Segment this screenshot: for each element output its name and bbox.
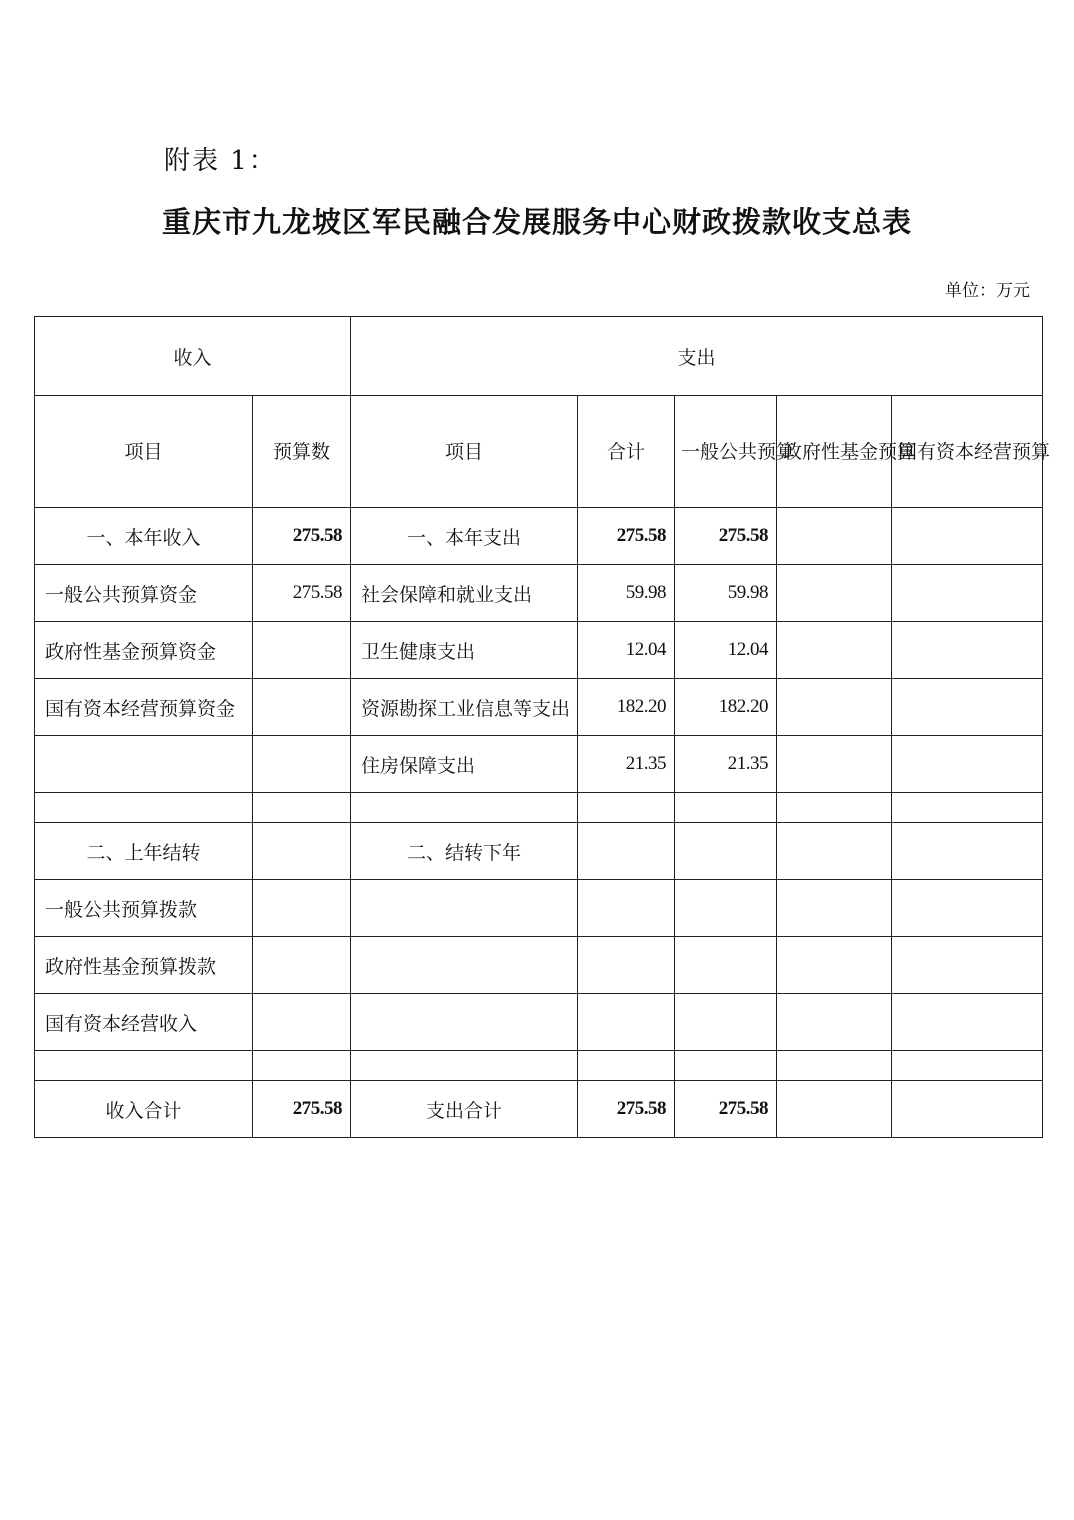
expense-total-cell <box>578 880 675 937</box>
expense-total-cell <box>578 793 675 823</box>
header-row-sub <box>35 396 1043 508</box>
general-budget-cell <box>675 793 777 823</box>
income-item-header: 项目 <box>35 396 253 508</box>
state-capital-cell <box>892 679 1043 736</box>
expense-item-cell <box>351 937 578 994</box>
state-capital-total <box>892 1081 1043 1138</box>
income-amount-cell <box>253 679 351 736</box>
table-row <box>35 679 1043 736</box>
gov-fund-total <box>777 1081 892 1138</box>
state-capital-cell <box>892 823 1043 880</box>
general-budget-cell: 59.98 <box>675 565 777 622</box>
gov-fund-cell <box>777 565 892 622</box>
general-budget-cell <box>675 880 777 937</box>
table-row <box>35 823 1043 880</box>
appendix-label: 附表 1： <box>164 146 277 176</box>
general-budget-cell <box>675 1051 777 1081</box>
general-budget-cell: 275.58 <box>675 508 777 565</box>
income-amount-cell <box>253 736 351 793</box>
expense-item-cell: 卫生健康支出 <box>351 622 578 679</box>
expense-total-cell: 59.98 <box>578 565 675 622</box>
income-amount-cell: 275.58 <box>253 508 351 565</box>
state-capital-cell <box>892 622 1043 679</box>
state-capital-cell <box>892 1051 1043 1081</box>
table-row <box>35 937 1043 994</box>
income-total-amount: 275.58 <box>253 1081 351 1138</box>
state-capital-budget-header: 国有资本经营预算 <box>892 396 1043 508</box>
income-item-cell: 政府性基金预算拨款 <box>35 937 253 994</box>
expense-total-cell: 21.35 <box>578 736 675 793</box>
state-capital-cell <box>892 508 1043 565</box>
gov-fund-cell <box>777 679 892 736</box>
general-budget-cell: 12.04 <box>675 622 777 679</box>
expense-item-header: 项目 <box>351 396 578 508</box>
expense-item-cell: 二、结转下年 <box>351 823 578 880</box>
table-row <box>35 994 1043 1051</box>
general-budget-total: 275.58 <box>675 1081 777 1138</box>
gov-fund-budget-header: 政府性基金预算 <box>777 396 892 508</box>
income-item-cell <box>35 793 253 823</box>
state-capital-cell <box>892 994 1043 1051</box>
income-amount-cell: 275.58 <box>253 565 351 622</box>
income-item-cell: 国有资本经营收入 <box>35 994 253 1051</box>
income-amount-cell <box>253 793 351 823</box>
table-row <box>35 508 1043 565</box>
income-item-cell: 一、本年收入 <box>35 508 253 565</box>
expense-item-cell: 资源勘探工业信息等支出 <box>351 679 578 736</box>
page-title: 重庆市九龙坡区军民融合发展服务中心财政拨款收支总表 <box>161 205 912 239</box>
income-amount-cell <box>253 994 351 1051</box>
expense-total-cell: 182.20 <box>578 679 675 736</box>
income-amount-cell <box>253 622 351 679</box>
table-row-spacer <box>35 793 1043 823</box>
expense-item-cell <box>351 793 578 823</box>
state-capital-cell <box>892 565 1043 622</box>
expense-total-cell: 275.58 <box>578 508 675 565</box>
income-item-cell: 二、上年结转 <box>35 823 253 880</box>
general-budget-header: 一般公共预算 <box>675 396 777 508</box>
income-total-label: 收入合计 <box>35 1081 253 1138</box>
expense-item-cell: 住房保障支出 <box>351 736 578 793</box>
expense-total-cell: 12.04 <box>578 622 675 679</box>
table-row-spacer <box>35 1051 1043 1081</box>
expense-total-label: 支出合计 <box>351 1081 578 1138</box>
unit-label: 单位：万元 <box>945 281 1030 301</box>
income-amount-cell <box>253 1051 351 1081</box>
income-item-cell: 政府性基金预算资金 <box>35 622 253 679</box>
expense-item-cell <box>351 880 578 937</box>
income-item-cell <box>35 1051 253 1081</box>
general-budget-cell <box>675 937 777 994</box>
gov-fund-cell <box>777 508 892 565</box>
general-budget-cell: 21.35 <box>675 736 777 793</box>
income-item-cell: 国有资本经营预算资金 <box>35 679 253 736</box>
income-budget-header: 预算数 <box>253 396 351 508</box>
state-capital-cell <box>892 880 1043 937</box>
gov-fund-cell <box>777 994 892 1051</box>
expense-total-cell <box>578 994 675 1051</box>
gov-fund-cell <box>777 937 892 994</box>
expense-total-cell <box>578 823 675 880</box>
expense-total-cell <box>578 1051 675 1081</box>
income-amount-cell <box>253 880 351 937</box>
state-capital-cell <box>892 937 1043 994</box>
income-amount-cell <box>253 937 351 994</box>
general-budget-cell: 182.20 <box>675 679 777 736</box>
expense-item-cell: 一、本年支出 <box>351 508 578 565</box>
table-row <box>35 880 1043 937</box>
general-budget-cell <box>675 994 777 1051</box>
table-row <box>35 736 1043 793</box>
expense-item-cell: 社会保障和就业支出 <box>351 565 578 622</box>
expense-item-cell <box>351 1051 578 1081</box>
gov-fund-cell <box>777 622 892 679</box>
expense-header: 支出 <box>351 317 1043 396</box>
table-row <box>35 622 1043 679</box>
expense-total-amount: 275.58 <box>578 1081 675 1138</box>
income-item-cell <box>35 736 253 793</box>
totals-row <box>35 1081 1043 1138</box>
income-amount-cell <box>253 823 351 880</box>
general-budget-cell <box>675 823 777 880</box>
expense-item-cell <box>351 994 578 1051</box>
budget-table <box>34 316 1051 1138</box>
state-capital-cell <box>892 736 1043 793</box>
gov-fund-cell <box>777 1051 892 1081</box>
gov-fund-cell <box>777 736 892 793</box>
income-header: 收入 <box>35 317 351 396</box>
gov-fund-cell <box>777 823 892 880</box>
state-capital-cell <box>892 793 1043 823</box>
header-row-top <box>35 317 1043 396</box>
table-row <box>35 565 1043 622</box>
gov-fund-cell <box>777 793 892 823</box>
income-item-cell: 一般公共预算拨款 <box>35 880 253 937</box>
expense-total-cell <box>578 937 675 994</box>
income-item-cell: 一般公共预算资金 <box>35 565 253 622</box>
expense-total-header: 合计 <box>578 396 675 508</box>
gov-fund-cell <box>777 880 892 937</box>
